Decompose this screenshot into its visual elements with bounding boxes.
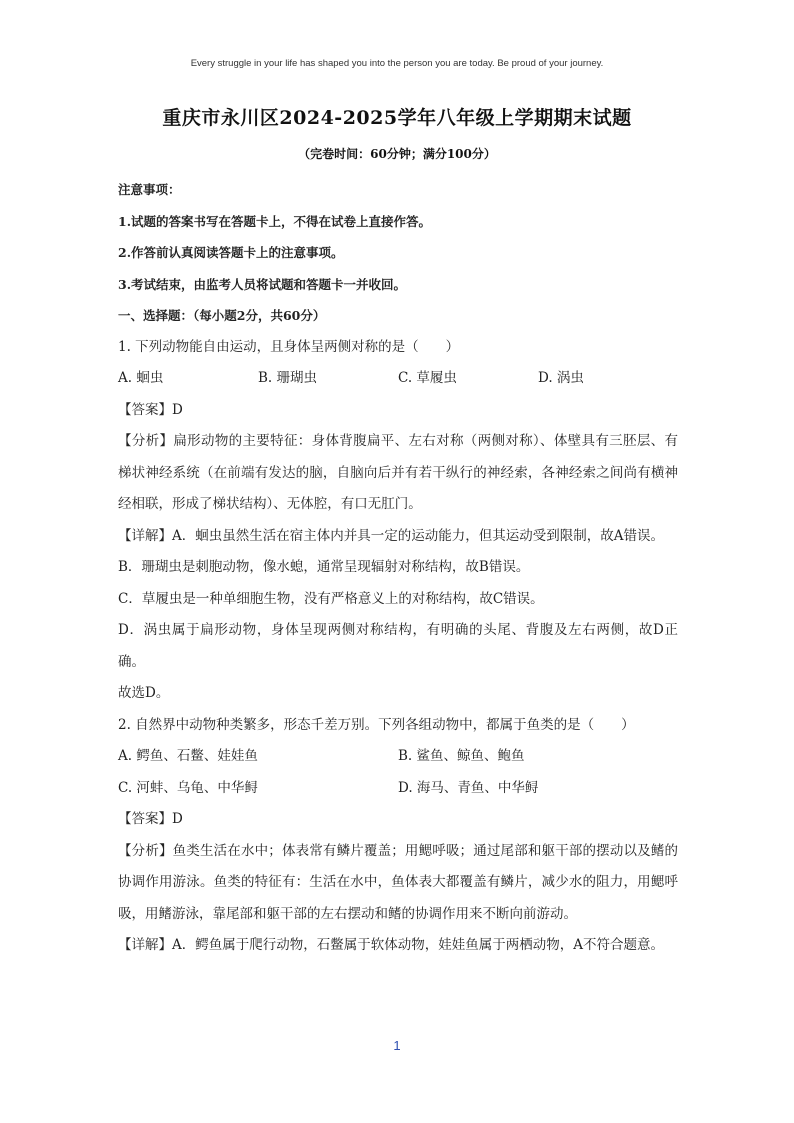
q1-detail-c: C．草履虫是一种单细胞生物，没有严格意义上的对称结构，故C错误。: [118, 590, 544, 607]
page-number: 1: [393, 1038, 401, 1053]
q2-answer: 【答案】D: [118, 811, 183, 827]
q2-analysis: 【分析】鱼类生活在水中；体表常有鳞片覆盖；用鳃呼吸；通过尾部和躯干部的摆动以及鳍的协调作用游泳。鱼类的特征有：生活在水中，鱼体表大都覆盖有鳞片，减少水的阻力，用鳃呼吸，用鳍游泳，靠尾部和躯干部的左右摆动和鳍的协调作用来不断向前游动。: [118, 842, 678, 922]
q2-option-c: C. 河蚌、乌龟、中华鲟: [118, 779, 258, 796]
notice-item-2: 2.作答前认真阅读答题卡上的注意事项。: [118, 245, 344, 260]
q2-options-row-2: [118, 773, 678, 805]
q1-option-a: A. 蛔虫: [118, 370, 164, 386]
notice-heading: 注意事项：: [118, 182, 181, 197]
q1-analysis: 【分析】扁形动物的主要特征：身体背腹扁平、左右对称（两侧对称）、体壁具有三胚层、有梯状神经系统（在前端有发达的脑，自脑向后并有若干纵行的神经索，各神经索之间尚有横神经相联，形成了梯状结构）、无体腔，有口无肛门。: [118, 433, 678, 512]
page-title: 重庆市永川区2024-2025学年八年级上学期期末试题: [162, 107, 632, 129]
q1-option-c: C. 草履虫: [398, 370, 457, 386]
notice-item-3: 3.考试结束，由监考人员将试题和答题卡一并收回。: [118, 276, 407, 292]
header-motto: Every struggle in your life has shaped you into the person you are today. Be proud of your journey.: [190, 58, 604, 69]
q1-detail-d: D．涡虫属于扁形动物，身体呈现两侧对称结构，有明确的头尾、背腹及左右两侧，故D正确。: [118, 622, 678, 670]
content-body: [118, 174, 678, 962]
q1-options: [118, 363, 678, 395]
q2-detail-a: 【详解】A．鳄鱼属于爬行动物，石鳖属于软体动物，娃娃鱼属于两栖动物，A不符合题意。: [118, 937, 664, 953]
q2-stem: 2. 自然界中动物种类繁多，形态千差万别。下列各组动物中，都属于鱼类的是（ ）: [118, 716, 635, 733]
q2-option-a: A. 鳄鱼、石鳖、娃娃鱼: [118, 748, 258, 764]
q2-option-d: D. 海马、青鱼、中华鲟: [398, 779, 539, 796]
q1-option-b: B. 珊瑚虫: [258, 370, 318, 386]
notice-item-1: 1.试题的答案书写在答题卡上，不得在试卷上直接作答。: [118, 213, 432, 229]
q2-option-b: B. 鲨鱼、鲸鱼、鲍鱼: [398, 748, 525, 764]
q1-detail-b: B．珊瑚虫是刺胞动物，像水螅，通常呈现辐射对称结构，故B错误。: [118, 559, 530, 575]
q2-options-row-1: [118, 741, 678, 773]
q1-option-d: D. 涡虫: [538, 370, 584, 386]
q1-answer: 【答案】D: [118, 401, 183, 418]
page-subtitle: （完卷时间：60分钟；满分100分）: [298, 147, 496, 161]
q1-stem: 1. 下列动物能自由运动，且身体呈两侧对称的是（ ）: [118, 338, 460, 355]
q1-detail-a: 【详解】A．蛔虫虽然生活在宿主体内并具一定的运动能力，但其运动受到限制，故A错误。: [118, 527, 664, 544]
section-heading: 一、选择题：（每小题2分，共60分）: [118, 308, 326, 323]
q1-conclusion: 故选D。: [118, 685, 170, 701]
